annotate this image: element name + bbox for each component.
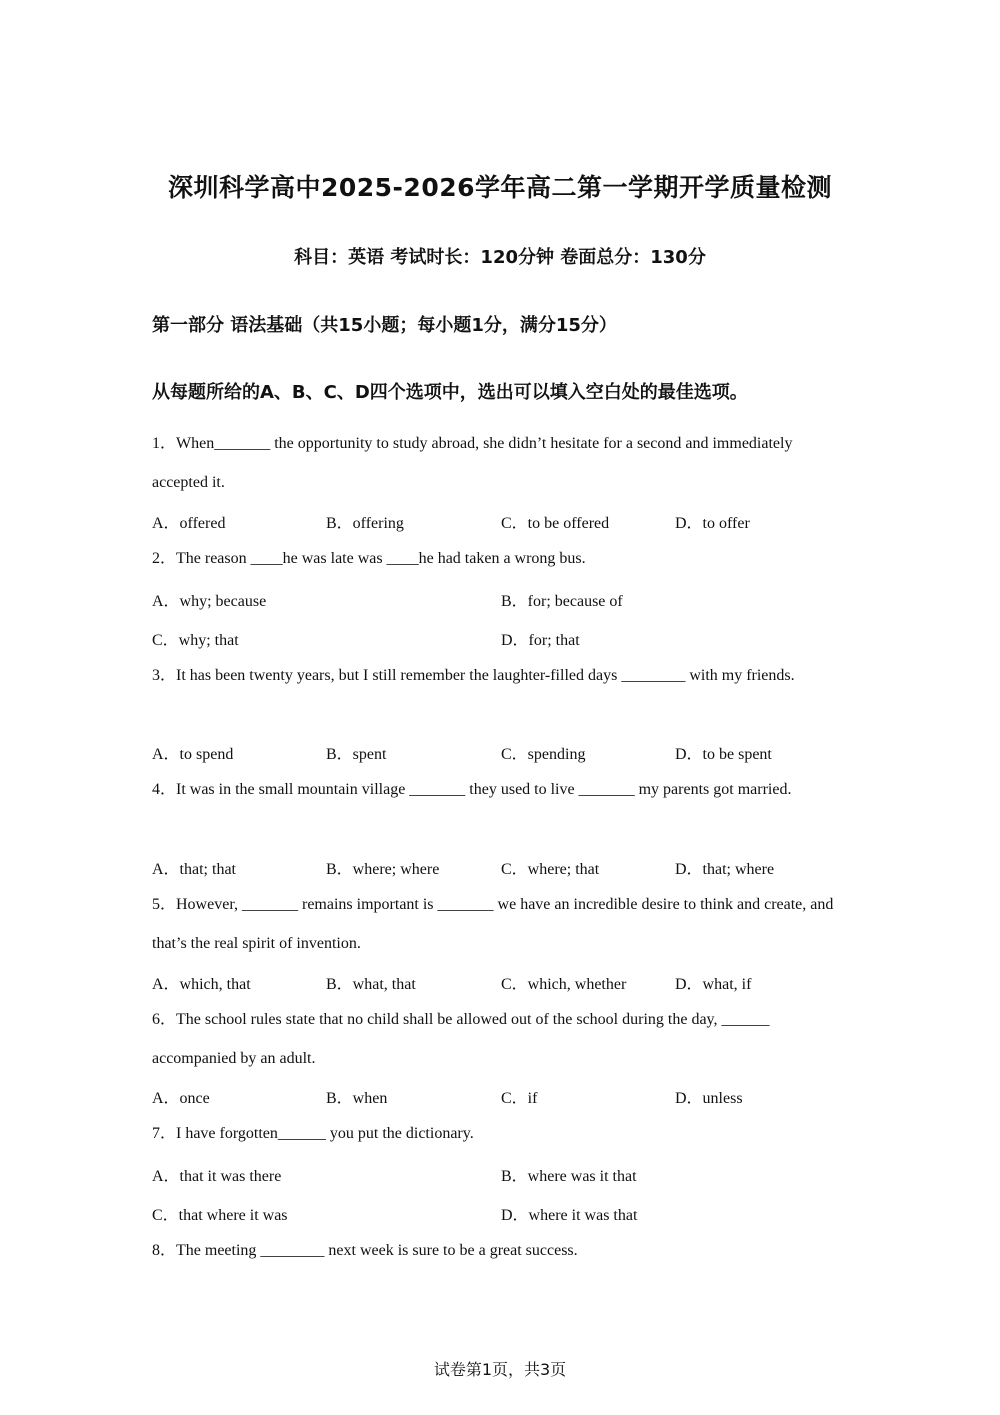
option-b: B．when — [326, 1090, 388, 1107]
option-c: C．to be offered — [501, 515, 610, 532]
question-5: 5．However, _______ remains important is _______ we have an incredible desire to think and create, and that’s the real spirit of invention. — [152, 896, 834, 952]
option-a: A．why; because — [152, 593, 267, 610]
question-8: 8．The meeting ________ next week is sure to be a great success. — [152, 1242, 578, 1259]
question-3: 3．It has been twenty years, but I still remember the laughter-filled days ________ with my friends. — [152, 667, 795, 684]
question-7-options-row-1 — [152, 1163, 852, 1187]
option-d: D．to offer — [675, 515, 750, 532]
question-1-options — [152, 510, 852, 534]
section-heading: 第一部分 语法基础（共15小题；每小题1分，满分15分） — [152, 315, 617, 336]
question-6-options — [152, 1085, 852, 1109]
option-a: A．once — [152, 1090, 210, 1107]
exam-subtitle: 科目：英语 考试时长：120分钟 卷面总分：130分 — [294, 247, 706, 268]
question-7: 7．I have forgotten______ you put the dictionary. — [152, 1125, 474, 1142]
option-a: A．that; that — [152, 861, 236, 878]
question-2-options-row-1 — [152, 588, 852, 612]
option-c: C．which, whether — [501, 976, 627, 993]
option-c: C．that where it was — [152, 1207, 288, 1224]
option-a: A．which, that — [152, 976, 251, 993]
question-6: 6．The school rules state that no child shall be allowed out of the school during the day, ______ accompanied by an adult. — [152, 1011, 770, 1067]
option-b: B．what, that — [326, 976, 416, 993]
exam-title: 深圳科学高中2025-2026学年高二第一学期开学质量检测 — [167, 173, 833, 202]
option-a: A．offered — [152, 515, 226, 532]
option-a: A．to spend — [152, 746, 234, 763]
option-c: C．why; that — [152, 632, 239, 649]
option-d: D．where it was that — [501, 1207, 638, 1224]
question-4: 4．It was in the small mountain village _______ they used to live _______ my parents got married. — [152, 781, 792, 798]
option-d: D．to be spent — [675, 746, 772, 763]
option-c: C．spending — [501, 746, 586, 763]
question-2: 2．The reason ____he was late was ____he had taken a wrong bus. — [152, 550, 586, 567]
option-b: B．where was it that — [501, 1168, 637, 1185]
option-b: B．for; because of — [501, 593, 623, 610]
question-1: 1．When_______ the opportunity to study abroad, she didn’t hesitate for a second and immediately accepted it. — [152, 435, 793, 491]
question-2-options-row-2 — [152, 627, 852, 651]
question-3-options — [152, 741, 852, 765]
option-d: D．unless — [675, 1090, 743, 1107]
option-d: D．for; that — [501, 632, 580, 649]
option-b: B．where; where — [326, 861, 440, 878]
option-c: C．where; that — [501, 861, 600, 878]
question-5-options — [152, 971, 852, 995]
question-4-options — [152, 856, 852, 880]
instruction-text: 从每题所给的A、B、C、D四个选项中，选出可以填入空白处的最佳选项。 — [152, 382, 748, 403]
option-b: B．spent — [326, 746, 387, 763]
option-a: A．that it was there — [152, 1168, 282, 1185]
page-footer: 试卷第1页，共3页 — [433, 1360, 567, 1379]
option-d: D．that; where — [675, 861, 775, 878]
option-b: B．offering — [326, 515, 404, 532]
question-7-options-row-2 — [152, 1202, 852, 1226]
option-d: D．what, if — [675, 976, 752, 993]
option-c: C．if — [501, 1090, 538, 1107]
